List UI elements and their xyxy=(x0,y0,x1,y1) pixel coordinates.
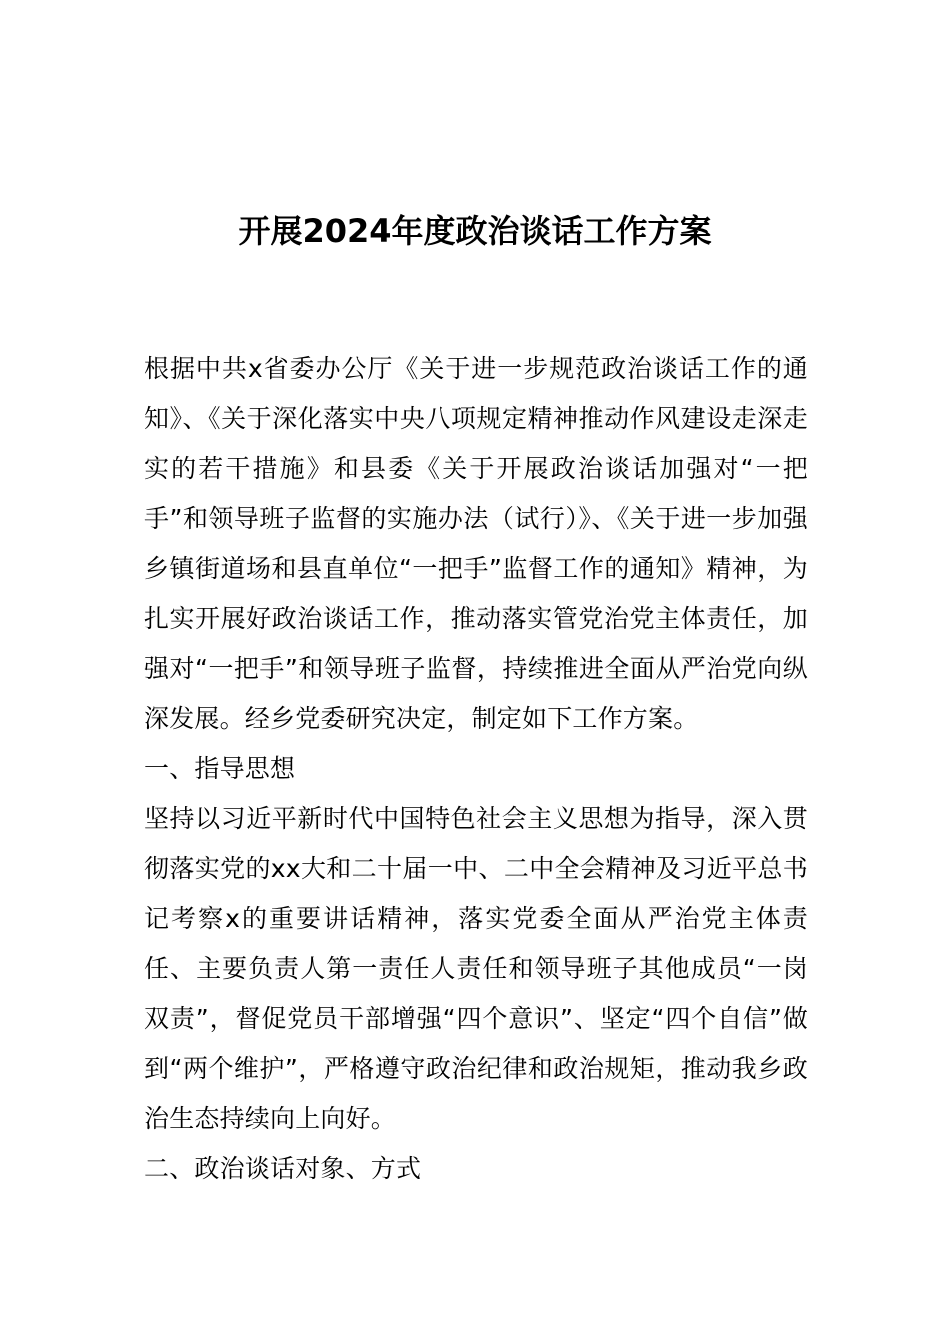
document-body xyxy=(144,344,808,1194)
document-title: 开展2024年度政治谈话工作方案 xyxy=(238,212,712,250)
intro-paragraph: 根据中共x省委办公厅《关于进一步规范政治谈话工作的通知》、《关于深化落实中央八项规定精神推动作风建设走深走实的若干措施》和县委《关于开展政治谈话加强对“一把手”和领导班子监督的实施办法（试行）》、《关于进一步加强乡镇街道场和县直单位“一把手”监督工作的通知》精神，为扎实开展好政治谈话工作，推动落实管党治党主体责任，加强对“一把手”和领导班子监督，持续推进全面从严治党向纵深发展。经乡党委研究决定，制定如下工作方案。 xyxy=(144,354,808,733)
section-heading-talk-targets: 二、政治谈话对象、方式 xyxy=(144,1154,422,1183)
guiding-ideology-paragraph: 坚持以习近平新时代中国特色社会主义思想为指导，深入贯彻落实党的xx大和二十届一中、二中全会精神及习近平总书记考察x的重要讲话精神，落实党委全面从严治党主体责任、主要负责人第一责任人责任和领导班子其他成员“一岗双责”，督促党员干部增强“四个意识”、坚定“四个自信”做到“两个维护”，严格遵守政治纪律和政治规矩，推动我乡政治生态持续向上向好。 xyxy=(144,804,808,1133)
section-heading-guiding-ideology: 一、指导思想 xyxy=(144,754,296,783)
